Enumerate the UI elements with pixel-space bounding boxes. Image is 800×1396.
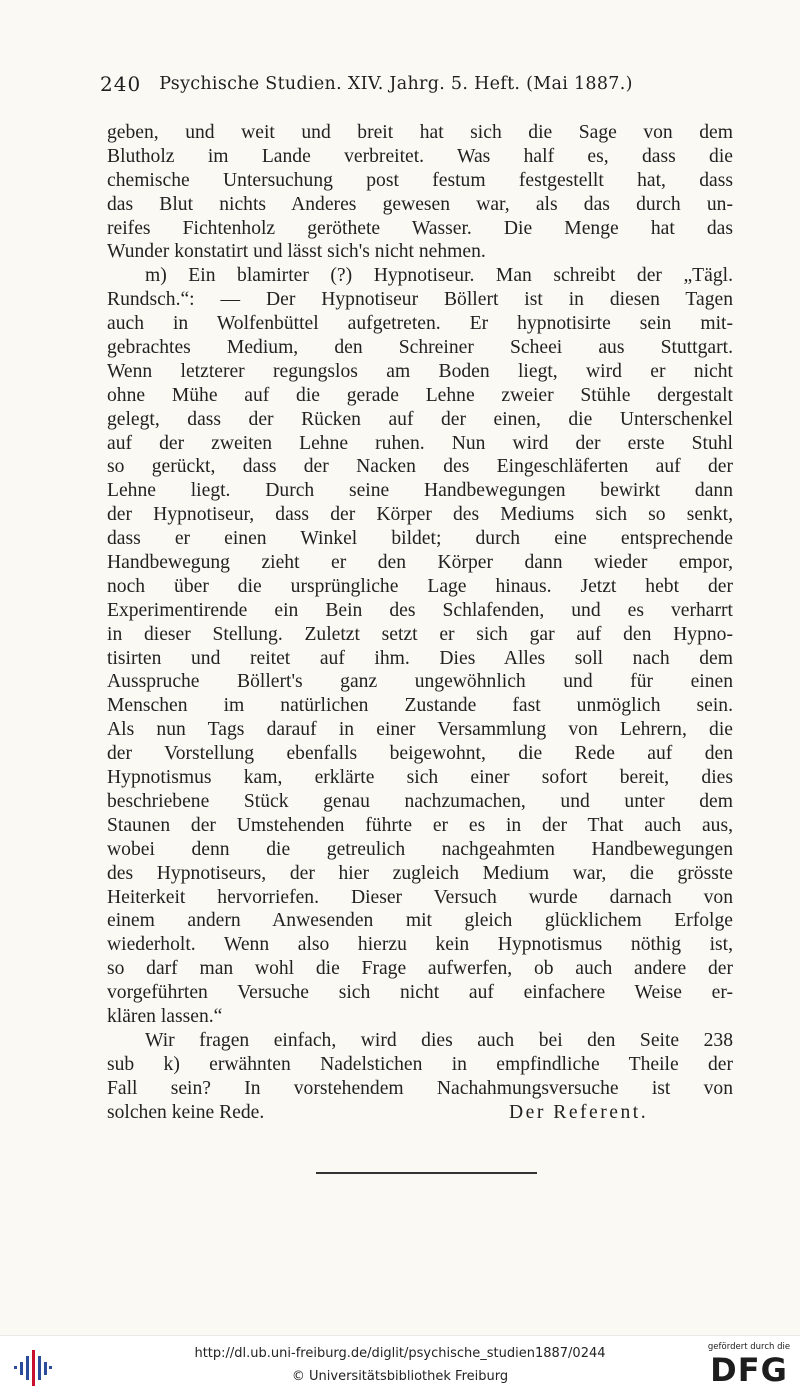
text-line: so gerückt, dass der Nacken des Eingeschläferten auf der (107, 456, 733, 478)
text-line: wiederholt. Wenn also hierzu kein Hypnotismus nöthig ist, (107, 934, 733, 956)
page-header (100, 72, 700, 96)
text-line: vorgeführten Versuche sich nicht auf einfachere Weise er- (107, 982, 733, 1004)
text-line: chemische Untersuchung post festum festgestellt hat, dass (107, 169, 733, 191)
text-line: Handbewegung zieht er den Körper dann wieder empor, (107, 552, 733, 574)
text-line: wobei denn die getreulich nachgeahmten Handbewegungen (107, 838, 733, 860)
text-line: Experimentirende ein Bein des Schlafenden, und es verharrt (107, 599, 733, 621)
dfg-caption: gefördert durch die (707, 1342, 791, 1352)
text-line: der Vorstellung ebenfalls beigewohnt, die Rede auf den (107, 743, 733, 765)
text-line: auf der zweiten Lehne ruhen. Nun wird der erste Stuhl (107, 432, 733, 454)
text-line: Als nun Tags darauf in einer Versammlung von Lehrern, die (107, 719, 733, 741)
text-line: gelegt, dass der Rücken auf der einen, die Unterschenkel (107, 408, 733, 430)
text-line: so darf man wohl die Frage aufwerfen, ob auch andere der (107, 958, 733, 980)
text-line: noch über die ursprüngliche Lage hinaus. Jetzt hebt der (107, 575, 733, 597)
viewer-footer (0, 1335, 800, 1396)
page-number: 240 (100, 72, 142, 96)
text-line: das Blut nichts Anderes gewesen war, als das durch un- (107, 193, 733, 215)
text-line: des Hypnotiseurs, der hier zugleich Medium war, die grösste (107, 862, 733, 884)
text-line: Wenn letzterer regungslos am Boden liegt, wird er nicht (107, 360, 733, 382)
text-line: einem andern Anwesenden mit gleich glücklichem Erfolge (107, 910, 733, 932)
text-line: Hypnotismus kam, erklärte sich einer sofort bereit, dies (107, 767, 733, 789)
text-line: Rundsch.“: — Der Hypnotiseur Böllert ist in diesen Tagen (107, 289, 733, 311)
text-line: klären lassen.“ (107, 1005, 223, 1027)
text-line: Lehne liegt. Durch seine Handbewegungen bewirkt dann (107, 480, 733, 502)
document-url-link[interactable]: http://dl.ub.uni-freiburg.de/diglit/psychische_studien1887/0244 (194, 1346, 606, 1361)
text-line: Ausspruche Böllert's ganz ungewöhnlich und für einen (107, 671, 733, 693)
text-line: Menschen im natürlichen Zustande fast unmöglich sein. (107, 695, 733, 717)
text-line: der Hypnotiseur, dass der Körper des Mediums sich so senkt, (107, 504, 733, 526)
signature: Der Referent. (509, 1101, 649, 1123)
text-line: Wunder konstatirt und lässt sich's nicht nehmen. (107, 241, 486, 263)
dfg-logo (704, 1342, 794, 1392)
text-line: auch in Wolfenbüttel aufgetreten. Er hypnotisirte sein mit- (107, 313, 733, 335)
running-title: Psychische Studien. XIV. Jahrg. 5. Heft. (Mai 1887.) (159, 74, 633, 94)
text-line: Staunen der Umstehenden führte er es in der That auch aus, (107, 814, 733, 836)
text-line: in dieser Stellung. Zuletzt setzt er sich gar auf den Hypno- (107, 623, 733, 645)
text-line: reifes Fichtenholz geröthete Wasser. Die Menge hat das (107, 217, 733, 239)
text-line: sub k) erwähnten Nadelstichen in empfindliche Theile der (107, 1053, 733, 1075)
text-line: Blutholz im Lande verbreitet. Was half es, dass die (107, 145, 733, 167)
text-line: Heiterkeit hervorriefen. Dieser Versuch wurde darnach von (107, 886, 733, 908)
text-line: m) Ein blamirter (?) Hypnotiseur. Man schreibt der „Tägl. (145, 265, 733, 287)
section-divider (316, 1172, 537, 1174)
copyright-notice: © Universitätsbibliothek Freiburg (291, 1369, 509, 1384)
text-line: Wir fragen einfach, wird dies auch bei den Seite 238 (145, 1029, 733, 1051)
text-line: Fall sein? In vorstehendem Nachahmungsversuche ist von (107, 1077, 733, 1099)
text-line: beschriebene Stück genau nachzumachen, und unter dem (107, 790, 733, 812)
text-line-with-signature (107, 1101, 733, 1125)
text-line: ohne Mühe auf die gerade Lehne zweier Stühle dergestalt (107, 384, 733, 406)
body-text (107, 121, 733, 1124)
text-line: tisirten und reitet auf ihm. Dies Alles soll nach dem (107, 647, 733, 669)
text-line: solchen keine Rede. (107, 1101, 265, 1123)
text-line: geben, und weit und breit hat sich die Sage von dem (107, 122, 733, 143)
text-line: gebrachtes Medium, den Schreiner Scheei aus Stuttgart. (107, 337, 733, 359)
dfg-mark: DFG (710, 1351, 788, 1389)
text-line: dass er einen Winkel bildet; durch eine entsprechende (107, 528, 733, 550)
